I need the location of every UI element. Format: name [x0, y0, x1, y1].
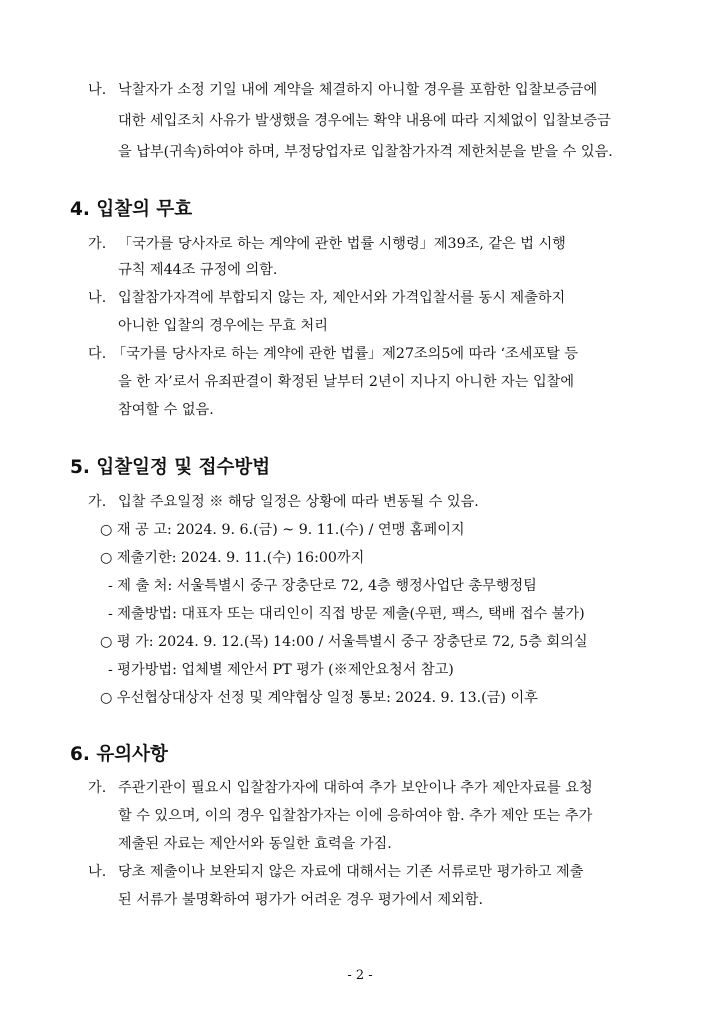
- paragraph-line: 입찰참가자격에 부합되지 않는 자, 제안서와 가격입찰서를 동시 제출하지: [118, 290, 566, 306]
- paragraph-line: 을 납부(귀속)하여야 하며, 부정당업자로 입찰참가자격 제한처분을 받을 수 있음.: [118, 144, 613, 160]
- paragraph-line: 을 한 자’로서 유죄판결이 확정된 날부터 2년이 지나지 아니한 자는 입찰에: [118, 374, 575, 390]
- paragraph-line: 아니한 입찰의 경우에는 무효 처리: [118, 318, 328, 334]
- item-marker: 다.: [88, 346, 107, 362]
- paragraph-line: 당초 제출이나 보완되지 않은 자료에 대해서는 기존 서류로만 평가하고 제출: [118, 864, 584, 880]
- page-number: - 2 -: [347, 968, 373, 983]
- paragraph-line: 할 수 있으며, 이의 경우 입찰참가자는 이에 응하여야 함. 추가 제안 또는 추가: [118, 808, 593, 824]
- item-marker: 나.: [88, 864, 107, 880]
- schedule-subitem: - 제 출 처: 서울특별시 중구 장충단로 72, 4층 행정사업단 총무행정팀: [108, 578, 537, 594]
- section-heading: 5. 입찰일정 및 접수방법: [70, 457, 271, 478]
- schedule-item: ○ 재 공 고: 2024. 9. 6.(금) ~ 9. 11.(수) / 연맹 홈페이지: [100, 522, 465, 538]
- schedule-subitem: - 평가방법: 업체별 제안서 PT 평가 (※제안요청서 참고): [108, 662, 454, 678]
- item-marker: 가.: [88, 236, 107, 252]
- paragraph-line: 제출된 자료는 제안서와 동일한 효력을 가짐.: [118, 836, 392, 852]
- schedule-item: ○ 제출기한: 2024. 9. 11.(수) 16:00까지: [100, 550, 365, 566]
- schedule-subitem: - 제출방법: 대표자 또는 대리인이 직접 방문 제출(우편, 팩스, 택배 접수 불가): [108, 606, 585, 622]
- item-marker: 나.: [88, 290, 107, 306]
- paragraph-line: 입찰 주요일정 ※ 해당 일정은 상황에 따라 변동될 수 있음.: [118, 494, 479, 510]
- paragraph-line: 대한 세입조치 사유가 발생했을 경우에는 확약 내용에 따라 지체없이 입찰보증금: [118, 113, 611, 129]
- item-marker: 가.: [88, 494, 107, 510]
- paragraph-line: 낙찰자가 소정 기일 내에 계약을 체결하지 아니할 경우를 포함한 입찰보증금에: [118, 82, 598, 98]
- paragraph-line: 「국가를 당사자로 하는 계약에 관한 법률 시행령」제39조, 같은 법 시행: [118, 236, 566, 252]
- paragraph-line: 주관기관이 필요시 입찰참가자에 대하여 추가 보안이나 추가 제안자료를 요청: [118, 780, 593, 796]
- paragraph-line: 규칙 제44조 규정에 의함.: [118, 262, 278, 278]
- schedule-item: ○ 평 가: 2024. 9. 12.(목) 14:00 / 서울특별시 중구 장충단로 72, 5층 회의실: [100, 634, 588, 650]
- section-heading: 4. 입찰의 무효: [70, 199, 193, 220]
- paragraph-line: 참여할 수 없음.: [118, 402, 214, 418]
- paragraph-line: 된 서류가 불명확하여 평가가 어려운 경우 평가에서 제외함.: [118, 892, 484, 908]
- paragraph-line: 「국가를 당사자로 하는 계약에 관한 법률」제27조의5에 따라 ‘조세포탈 등: [112, 346, 579, 362]
- schedule-item: ○ 우선협상대상자 선정 및 계약협상 일정 통보: 2024. 9. 13.(금) 이후: [100, 690, 538, 706]
- item-marker: 나.: [88, 82, 107, 98]
- section-heading: 6. 유의사항: [70, 744, 168, 765]
- item-marker: 가.: [88, 780, 107, 796]
